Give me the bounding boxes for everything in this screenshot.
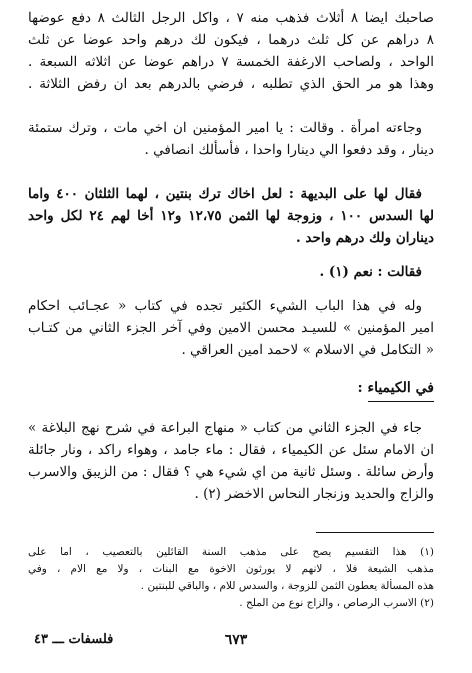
body-line-1: صاحبك ايضا ٨ أثلاث فذهب منه ٧ ، واكل الرجل الثالث ٨ دفع عوضها <box>28 10 434 26</box>
body-line-9: ديناران ولك درهم واحد . <box>296 230 434 246</box>
body-line-11: وله في هذا الباب الشيء الكثير تجده في كتاب « عجـائب احكام <box>28 298 422 314</box>
body-line-3: الواحد ، ولصاحب الارغفة الخمسة ٧ دراهم عوضا عن اثلاثه السبعة . <box>28 54 434 70</box>
page-number: ٦٧٣ <box>224 632 248 648</box>
footnote-separator <box>316 532 434 533</box>
body-line-10: فقالت : نعم (١) . <box>319 264 422 280</box>
running-footer: فلسفات ـــ ٤٣ <box>34 632 114 647</box>
footnote-line-4: (٢) الاسرب الرصاص ، والزاج نوع من الملح . <box>239 597 434 609</box>
body-line-6: دينار ، وقد دفعوا الي دينارا واحدا ، فأسألك انصافي . <box>144 142 434 158</box>
body-line-2: ٨ دراهم عن كل ثلث درهما ، فيكون لك درهم واحد عوضا عن ثلث <box>28 32 434 48</box>
body-line-17: والزاج والحديد وزنجار النحاس الاخضر (٢) . <box>194 486 434 502</box>
body-line-4: وهذا هو مر الحق الذي تطلبه ، فرضي بالدرهم بعد ان رفض الثلاثة . <box>28 76 434 92</box>
footnote-line-2: مذهب الشيعة فلا ، لانهم لا يورثون الاخوة مع البنات ، ولا مع الام ، وفي <box>28 563 434 575</box>
body-line-5: وجاءته امرأة . وقالت : يا امير المؤمنين ان اخي مات ، وترك ستمئة <box>28 120 422 136</box>
body-line-7: فقال لها على البديهة : لعل اخاك ترك بنتين ، لهما الثلثان ٤٠٠ واما <box>28 186 422 202</box>
body-line-15: ان الامام سئل عن الكيمياء ، فقال : ماء جامد ، وهواء راكد ، ونار جائلة <box>28 442 434 458</box>
body-line-12: امير المؤمنين » للسيـد محسن الامين وفي آخر الجزء الثاني من كتـاب <box>28 320 434 336</box>
body-line-14: جاء في الجزء الثاني من كتاب « منهاج البراعة في شرح نهج البلاغة » <box>28 420 422 436</box>
heading-underline <box>368 401 434 402</box>
footnote-line-3: هذه المسألة يعطون الثمن للزوجة ، والسدس للام ، والباقي للبنتين . <box>140 580 434 592</box>
body-line-8: لها السدس ١٠٠ ، وزوجة لها الثمن ١٢،٧٥ و١٢ أخا لهم ٢٤ لكل واحد <box>28 208 434 224</box>
body-line-13: « التكامل في الاسلام » لاحمد امين العراقي . <box>181 342 434 358</box>
footnote-line-1: (١) هذا التقسيم يصح على مذهب السنة القائلين بالتعصيب ، اما على <box>28 546 434 558</box>
body-line-16: وأرض سائلة . وسئل ثانية من اي شيء هي ؟ فقال : من الزيبق والاسرب <box>28 464 434 480</box>
section-heading: في الكيمياء : <box>357 380 434 396</box>
